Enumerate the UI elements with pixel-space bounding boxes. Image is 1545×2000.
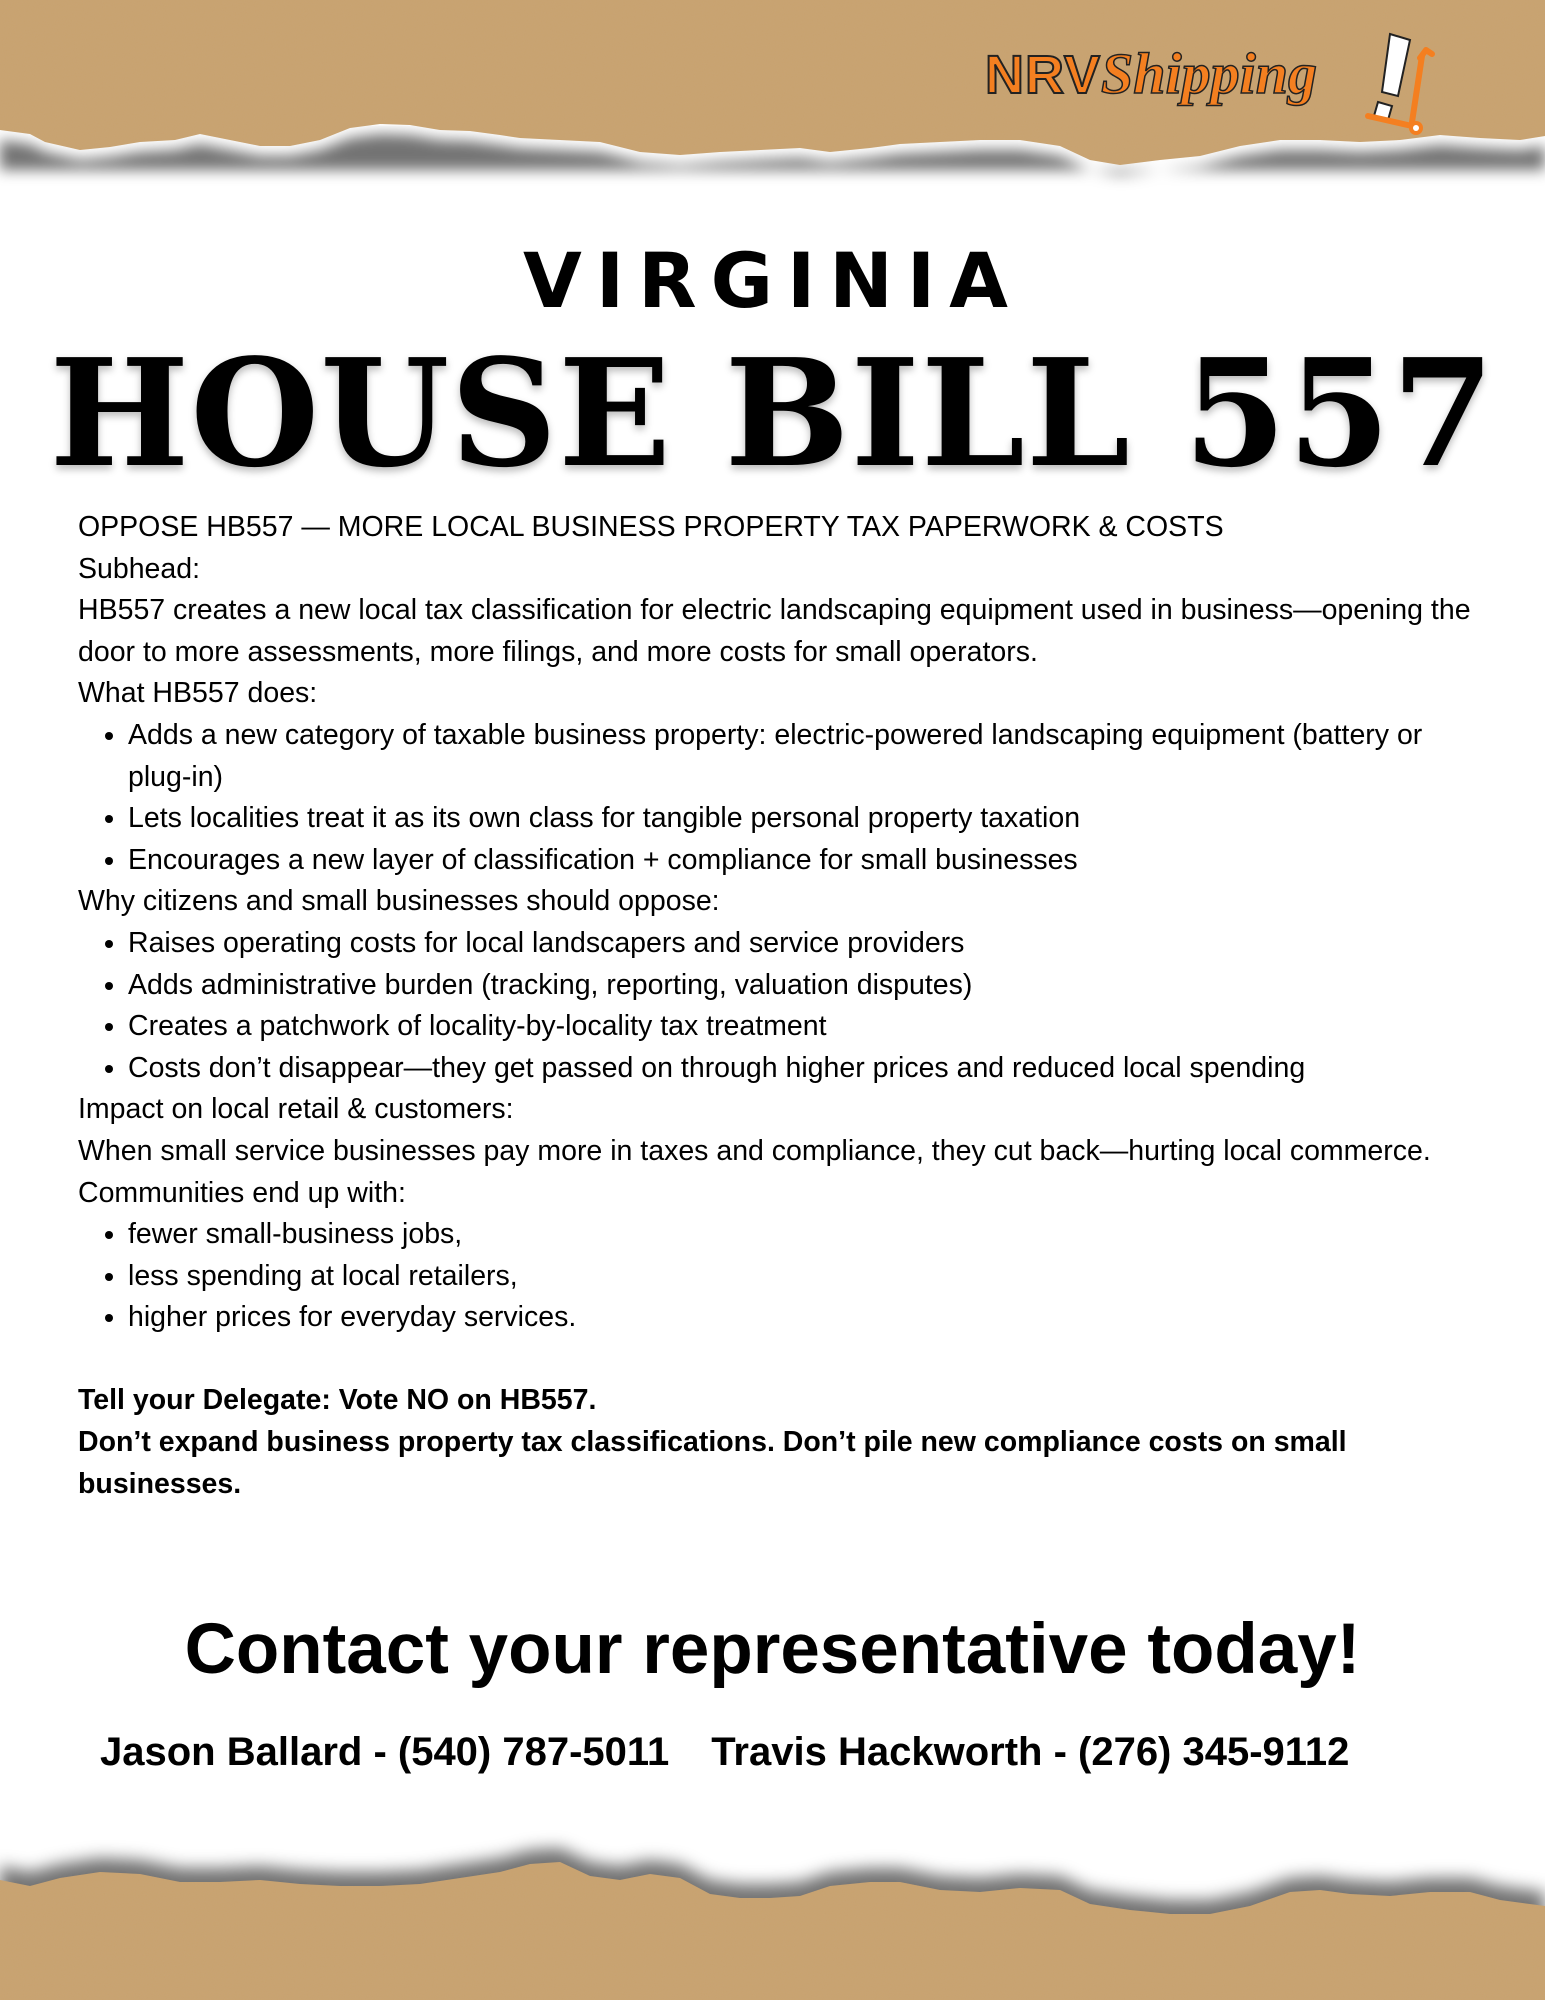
- logo-wordmark: [985, 40, 1317, 107]
- subhead-label: Subhead:: [78, 552, 201, 585]
- nrv-shipping-logo: [985, 30, 1435, 140]
- logo-brand-shipping: Shipping: [1101, 41, 1318, 106]
- subhead-text: HB557 creates a new local tax classification for electric landscaping equipment used in business—opening the door to more assessments, more filings, and more costs for small operators.: [78, 594, 1471, 668]
- representative-jason-ballard: Jason Ballard - (540) 787-5011: [100, 1730, 670, 1774]
- headline: OPPOSE HB557 — MORE LOCAL BUSINESS PROPERTY TAX PAPERWORK & COSTS: [78, 511, 1224, 543]
- list-item: • higher prices for everyday services.: [128, 1297, 1478, 1339]
- impact-text: When small service businesses pay more in taxes and compliance, they cut back—hurting local commerce. Communities end up with:: [78, 1134, 1431, 1209]
- cta-line-2: Don’t expand business property tax classifications. Don’t pile new compliance costs on small businesses.: [78, 1426, 1347, 1500]
- list-item: • Creates a patchwork of locality-by-locality tax treatment: [128, 1006, 1478, 1048]
- impact-list: [78, 1214, 1478, 1339]
- kraft-paper-bottom-border: [0, 1820, 1545, 2000]
- contact-heading: Contact your representative today!: [184, 1610, 1361, 1689]
- list-item: • less spending at local retailers,: [128, 1256, 1478, 1298]
- list-item: • Lets localities treat it as its own class for tangible personal property taxation: [128, 798, 1478, 840]
- list-item: • Adds a new category of taxable business property: electric-powered landscaping equipment (battery or plug-in): [128, 715, 1478, 798]
- list-item: • Encourages a new layer of classification + compliance for small businesses: [128, 840, 1478, 882]
- what-list: [78, 715, 1478, 881]
- impact-label: Impact on local retail & customers:: [78, 1093, 514, 1126]
- why-label: Why citizens and small businesses should oppose:: [78, 885, 720, 918]
- what-label: What HB557 does:: [78, 677, 318, 710]
- list-item: • Raises operating costs for local landscapers and service providers: [128, 923, 1478, 965]
- logo-brand-nrv: NRV: [985, 45, 1102, 105]
- spacer: [78, 1339, 1478, 1381]
- cta-line-1: Tell your Delegate: Vote NO on HB557.: [78, 1384, 597, 1417]
- hand-truck-exclamation-icon: [1360, 30, 1440, 138]
- why-list: [78, 923, 1478, 1089]
- list-item: • fewer small-business jobs,: [128, 1214, 1478, 1256]
- bill-title: HOUSE BILL 557: [49, 326, 1496, 500]
- flyer-body: [78, 507, 1478, 1505]
- state-heading: VIRGINIA: [523, 236, 1022, 325]
- representative-travis-hackworth: Travis Hackworth - (276) 345-9112: [711, 1730, 1350, 1774]
- list-item: • Adds administrative burden (tracking, reporting, valuation disputes): [128, 965, 1478, 1007]
- list-item: • Costs don’t disappear—they get passed on through higher prices and reduced local spending: [128, 1048, 1478, 1090]
- representatives-line: [100, 1722, 1500, 1782]
